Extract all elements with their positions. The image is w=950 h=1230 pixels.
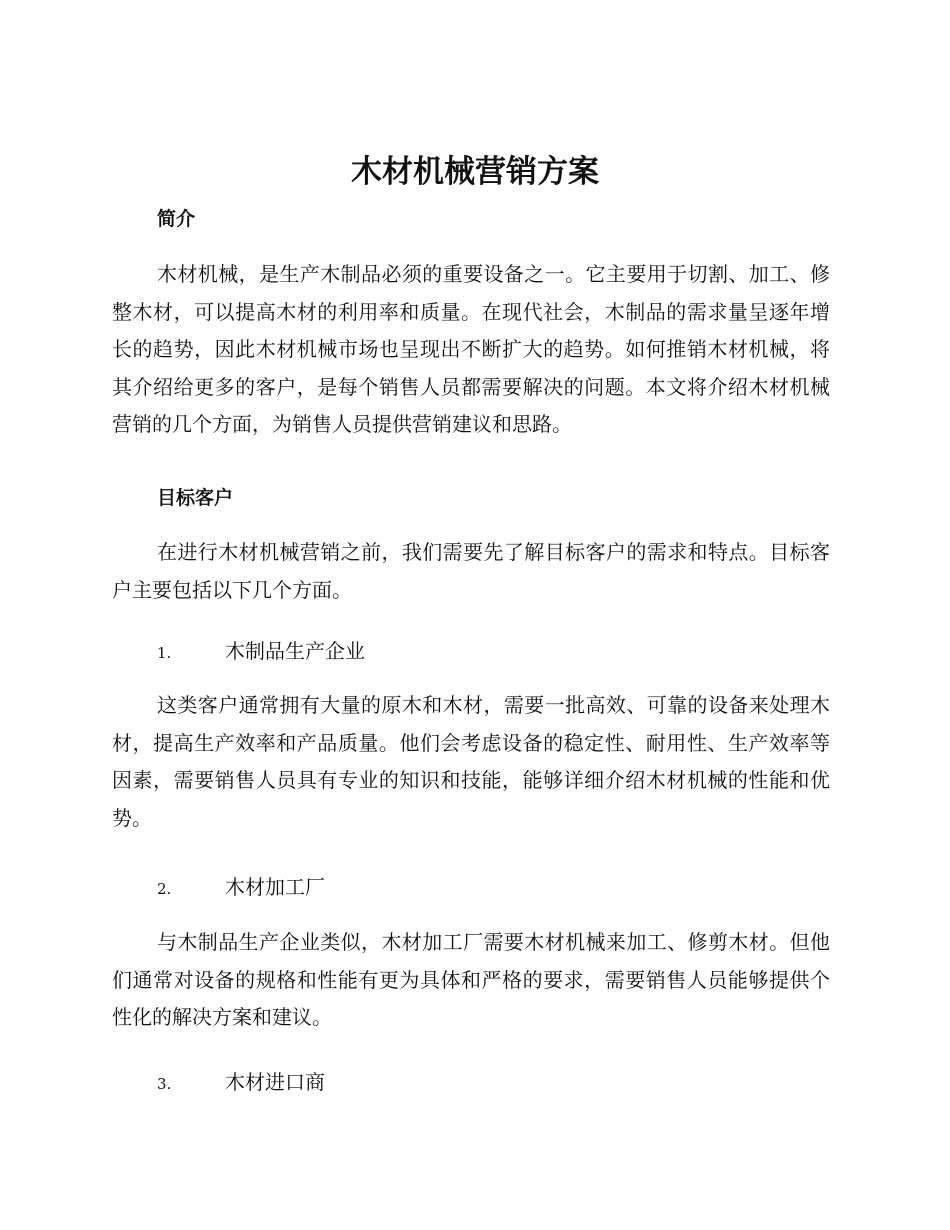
intro-paragraph: 木材机械，是生产木制品必须的重要设备之一。它主要用于切割、加工、修整木材，可以提高木材的利用率和质量。在现代社会，木制品的需求量呈逐年增长的趋势，因此木材机械市场也呈现出不断扩大的趋势。如何推销木材机械，将其介绍给更多的客户，是每个销售人员都需要解决的问题。本文将介绍木材机械营销的几个方面，为销售人员提供营销建议和思路。	[112, 262, 830, 436]
list-item-label: 木材进口商	[225, 1070, 325, 1094]
list-item-2-paragraph: 与木制品生产企业类似，木材加工厂需要木材机械来加工、修剪木材。但他们通常对设备的规格和性能有更为具体和严格的要求，需要销售人员能够提供个性化的解决方案和建议。	[112, 930, 830, 1029]
list-item-number: 2.	[157, 880, 172, 898]
list-item-number: 3.	[157, 1075, 172, 1093]
list-item-2	[157, 872, 325, 904]
list-item-number: 1.	[157, 644, 172, 662]
list-item-1	[157, 636, 365, 668]
list-item-label: 木材加工厂	[225, 875, 325, 899]
list-item-1-paragraph: 这类客户通常拥有大量的原木和木材，需要一批高效、可靠的设备来处理木材，提高生产效率和产品质量。他们会考虑设备的稳定性、耐用性、生产效率等因素，需要销售人员具有专业的知识和技能，能够详细介绍木材机械的性能和优势。	[112, 693, 830, 830]
target-customers-paragraph: 在进行木材机械营销之前，我们需要先了解目标客户的需求和特点。目标客户主要包括以下几个方面。	[112, 540, 830, 602]
section-heading-target-customers: 目标客户	[157, 487, 234, 509]
list-item-3	[157, 1067, 325, 1099]
section-heading-intro: 简介	[157, 208, 196, 230]
list-item-label: 木制品生产企业	[225, 639, 365, 663]
document-title: 木材机械营销方案	[351, 154, 599, 190]
